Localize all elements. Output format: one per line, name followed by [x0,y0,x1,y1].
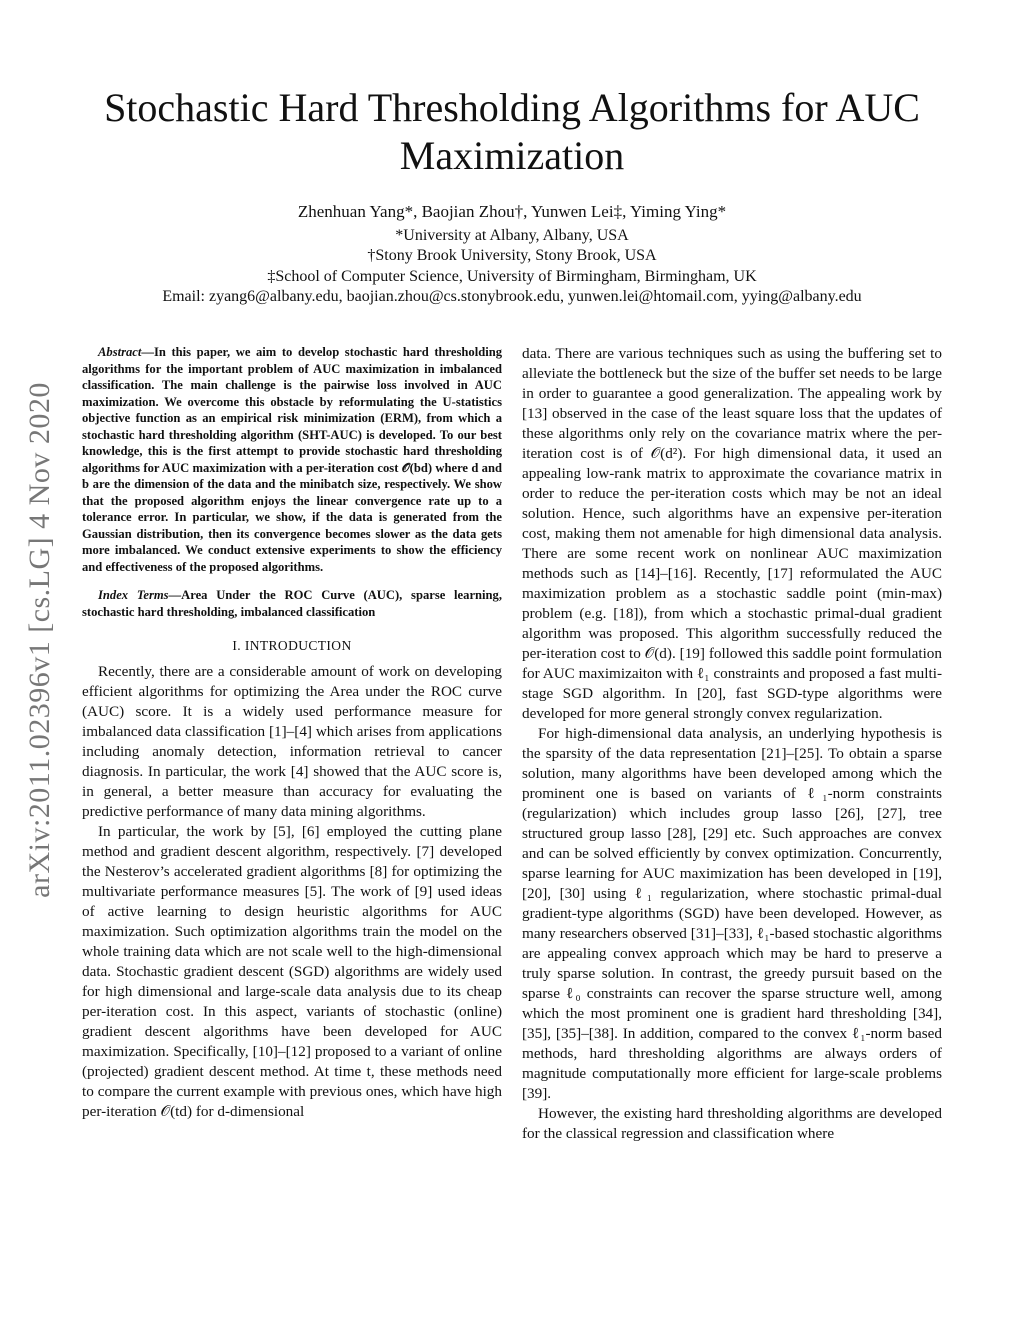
abstract-text: —In this paper, we aim to develop stochastic hard thresholding algorithms for the important problem of AUC maximization in imbalanced classification. The main challenge is the pairwise loss involved in AUC maximization. We overcome this obstacle by reformulating the U-statistics objective function as an empirical risk minimization (ERM), from which a stochastic hard thresholding algorithm (SHT-AUC) is developed. To our best knowledge, this is the first attempt to provide stochastic hard thresholding algorithms for AUC maximization with a per-iteration cost 𝒪(bd) where d and b are the dimension of the data and the minibatch size, respectively. We show that the proposed algorithm enjoys the linear convergence rate up to a tolerance error. In particular, we show, if the data is generated from the Gaussian distribution, then its convergence becomes slower as the data gets more imbalanced. We conduct extensive experiments to show the efficiency and effectiveness of the proposed algorithms. [82,345,502,574]
affiliation-stony-brook: †Stony Brook University, Stony Brook, USA [367,247,657,264]
paper-title: Stochastic Hard Thresholding Algorithms for AUC Maximization [104,85,920,178]
intro-paragraph-sparsity: For high-dimensional data analysis, an underlying hypothesis is the sparsity of the data representation [21]–[25]. To obtain a sparse solution, many algorithms have been developed among which the prominent one is based on variants of ℓ₁-norm constraints (regularization) which includes group lasso [26], [27], tree structured group lasso [28], [29] etc. Such approaches are convex and can be solved efficiently by convex optimization. Concurrently, sparse learning for AUC maximization has been developed in [19], [20], [30] using ℓ₁ regularization, where stochastic primal-dual gradient-type algorithms (SGD) have been developed. However, as many researchers observed [31]–[33], ℓ₁-based stochastic algorithms are appealing convex approach which may be hard to preserve a truly sparse solution. In contrast, the greedy pursuit based on the sparse ℓ₀ constraints can recover the sparse structure well, among which the most prominent one is gradient hard thresholding [34], [35], [35]–[38]. In addition, compared to the convex ℓ₁-norm based methods, hard thresholding algorithms are always orders of magnitude computationally more efficient for large-scale problems [39]. [522,725,942,1102]
abstract-label: Abstract [98,345,142,359]
left-column [82,344,502,1122]
right-column [522,344,942,1144]
intro-paragraph-existing: However, the existing hard thresholding algorithms are developed for the classical regression and classification where [522,1105,942,1142]
index-terms-label: Index Terms [98,588,169,602]
arxiv-sidebar [20,350,60,930]
index-terms-text: —Area Under the ROC Curve (AUC), sparse learning, stochastic hard thresholding, imbalanced classification [82,588,502,619]
affiliation-albany: *University at Albany, Albany, USA [395,226,629,244]
intro-paragraph-continued: data. There are various techniques such as using the buffering set to alleviate the bottleneck but the size of the buffer set needs to be large in order to guarantee a good generalization. The appealing work by [13] observed in the case of the least square loss that the updates of these algorithms only rely on the covariance matrix where the per-iteration cost is of 𝒪(d²). For high dimensional data, it used an appealing low-rank matrix to approximate the covariance matrix in order to reduce the per-iteration costs which may be not an ideal solution. Hence, such algorithms have an expensive per-iteration cost, making them not amenable for high dimensional data analysis. There are some recent work on nonlinear AUC maximization methods such as [14]–[16]. Recently, [17] reformulated the AUC maximization problem as a stochastic saddle point (min-max) problem (e.g. [18]), from which a stochastic primal-dual gradient algorithm was proposed. This algorithm successfully reduced the per-iteration cost to 𝒪(d). [19] followed this saddle point formulation for AUC maximizaiton with ℓ₁ constraints and proposed a fast multi-stage SGD algorithm. In [20], fast SGD-type algorithms were developed for more general strongly convex regularization. [522,345,942,722]
arxiv-identifier: arXiv:2011.02396v1 [cs.LG] 4 Nov 2020 [23,382,56,898]
index-terms [82,587,502,620]
section-heading-introduction: I. INTRODUCTION [232,638,352,653]
affiliation-birmingham: ‡School of Computer Science, University of Birmingham, Birmingham, UK [267,267,757,285]
intro-paragraph-2: In particular, the work by [5], [6] employed the cutting plane method and gradient descent algorithm, respectively. [7] developed the Nesterov’s accelerated gradient algorithms [8] for optimizing the multivariate performance measures [5]. The work of [9] used ideas of active learning to design heuristic algorithms for AUC maximization. Such optimization algorithms train the model on the whole training data which are not scale well to the high-dimensional data. Stochastic gradient descent (SGD) algorithms are widely used for high dimensional and large-scale data analysis due to its cheap per-iteration cost. In this aspect, variants of stochastic (online) gradient descent algorithms have been developed for AUC maximization. Specifically, [10]–[12] proposed to a variant of online (projected) gradient descent method. At time t, these methods need to compare the current example with previous ones, which have high per-iteration 𝒪(td) for d-dimensional [82,823,502,1120]
author-emails: Email: zyang6@albany.edu, baojian.zhou@cs.stonybrook.edu, yunwen.lei@htomail.com, yying@albany.edu [162,288,862,305]
abstract [82,344,502,575]
author-block [80,202,944,308]
intro-paragraph-1: Recently, there are a considerable amount of work on developing efficient algorithms for optimizing the Area under the ROC curve (AUC) score. It is a widely used performance measure for imbalanced data classification [1]–[4] which arises from applications including anomaly detection, information retrieval to cancer diagnosis. In particular, the work [4] showed that the AUC score is, in general, a better measure than accuracy for evaluating the predictive performance of many data mining algorithms. [82,663,502,820]
author-names: Zhenhuan Yang*, Baojian Zhou†, Yunwen Lei‡, Yiming Ying* [297,202,727,221]
